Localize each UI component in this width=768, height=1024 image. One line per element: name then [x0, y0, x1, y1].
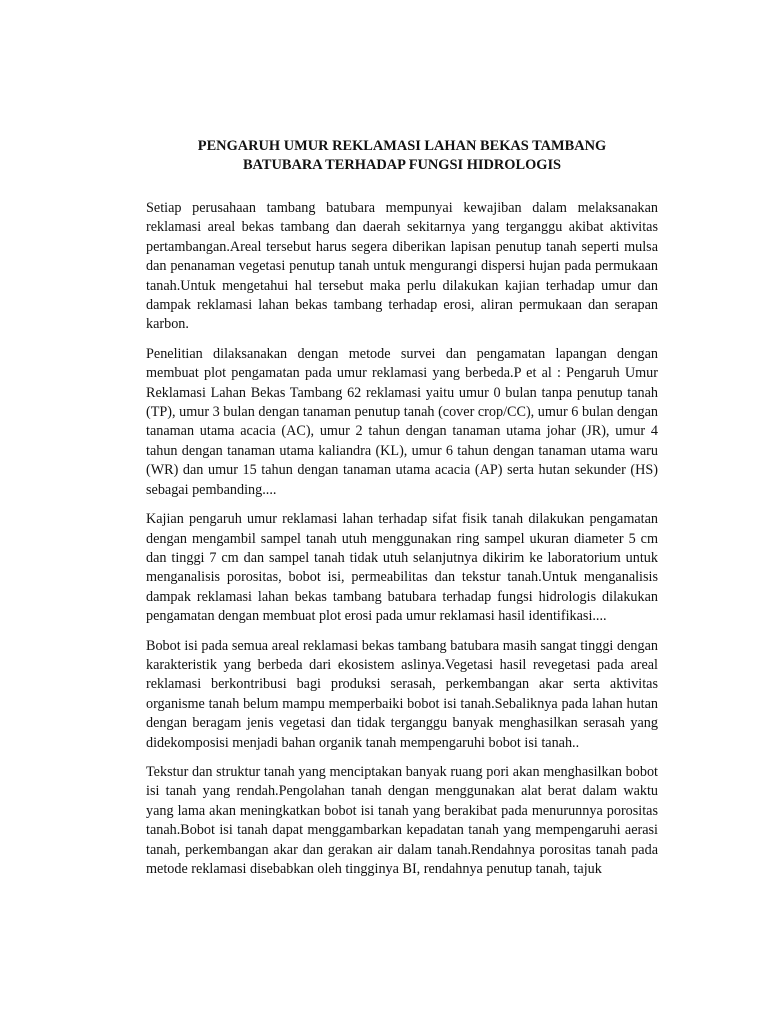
paragraph-soil-study: Kajian pengaruh umur reklamasi lahan terhadap sifat fisik tanah dilakukan pengamatan dengan mengambil sampel tanah utuh menggunakan ring sampel ukuran diameter 5 cm dan tinggi 7 cm dan sampel tanah tidak utuh selanjutnya dikirim ke laboratorium untuk menganalisis porositas, bobot isi, permeabilitas dan tekstur tanah.Untuk menganalisis dampak reklamasi lahan bekas tambang batubara terhadap fungsi hidrologis dilakukan pengamatan dengan membuat plot erosi pada umur reklamasi hasil identifikasi....: [146, 511, 658, 625]
paragraph-texture: Tekstur dan struktur tanah yang menciptakan banyak ruang pori akan menghasilkan bobot isi tanah yang rendah.Pengolahan tanah dengan menggunakan alat berat dalam waktu yang lama akan meningkatkan bobot isi tanah yang berakibat pada menurunnya porositas tanah.Bobot isi tanah dapat menggambarkan kepadatan tanah yang mempengaruhi aerasi tanah, perkembangan akar dan gerakan air dalam tanah.Rendahnya porositas tanah pada metode reklamasi disebabkan oleh tingginya BI, rendahnya penutup tanah, tajuk: [146, 763, 658, 877]
paragraph-bulk-density: Bobot isi pada semua areal reklamasi bekas tambang batubara masih sangat tinggi dengan karakteristik yang berbeda dari ekosistem aslinya.Vegetasi hasil revegetasi pada areal reklamasi berkontribusi bagi produksi serasah, perkembangan akar serta aktivitas organisme tanah belum mampu memperbaiki bobot isi tanah.Sebaliknya pada lahan hutan dengan beragam jenis vegetasi dan tidak terganggu banyak menghasilkan serasah yang didekomposisi menjadi bahan organik tanah mempengaruhi bobot isi tanah..: [146, 637, 658, 751]
title-line: PENGARUH UMUR REKLAMASI LAHAN BEKAS TAMBANG: [197, 138, 607, 154]
paragraph-intro: Setiap perusahaan tambang batubara mempunyai kewajiban dalam melaksanakan reklamasi areal bekas tambang dan daerah sekitarnya yang terganggu akibat aktivitas pertambangan.Areal tersebut harus segera diberikan lapisan penutup tanah seperti mulsa dan penanaman vegetasi penutup tanah untuk mengurangi dispersi hujan pada permukaan tanah.Untuk mengetahui hal tersebut maka perlu dilakukan kajian terhadap umur dan dampak reklamasi lahan bekas tambang terhadap erosi, aliran permukaan dan serapan karbon.: [146, 200, 658, 333]
document-title: [146, 137, 658, 175]
title-line: BATUBARA TERHADAP FUNGSI HIDROLOGIS: [242, 157, 562, 173]
paragraph-method: Penelitian dilaksanakan dengan metode survei dan pengamatan lapangan dengan membuat plot pengamatan pada umur reklamasi yang berbeda.P et al : Pengaruh Umur Reklamasi Lahan Bekas Tambang 62 reklamasi yaitu umur 0 bulan tanpa penutup tanah (TP), umur 3 bulan dengan tanaman penutup tanah (cover crop/CC), umur 6 bulan dengan tanaman utama acacia (AC), umur 2 tahun dengan tanaman utama johar (JR), umur 4 tahun dengan tanaman utama kaliandra (KL), umur 6 tahun dengan tanaman utama waru (WR) dan umur 15 tahun dengan tanaman utama acacia (AP) serta hutan sekunder (HS) sebagai pembanding....: [146, 345, 658, 498]
document-body: [146, 199, 658, 889]
